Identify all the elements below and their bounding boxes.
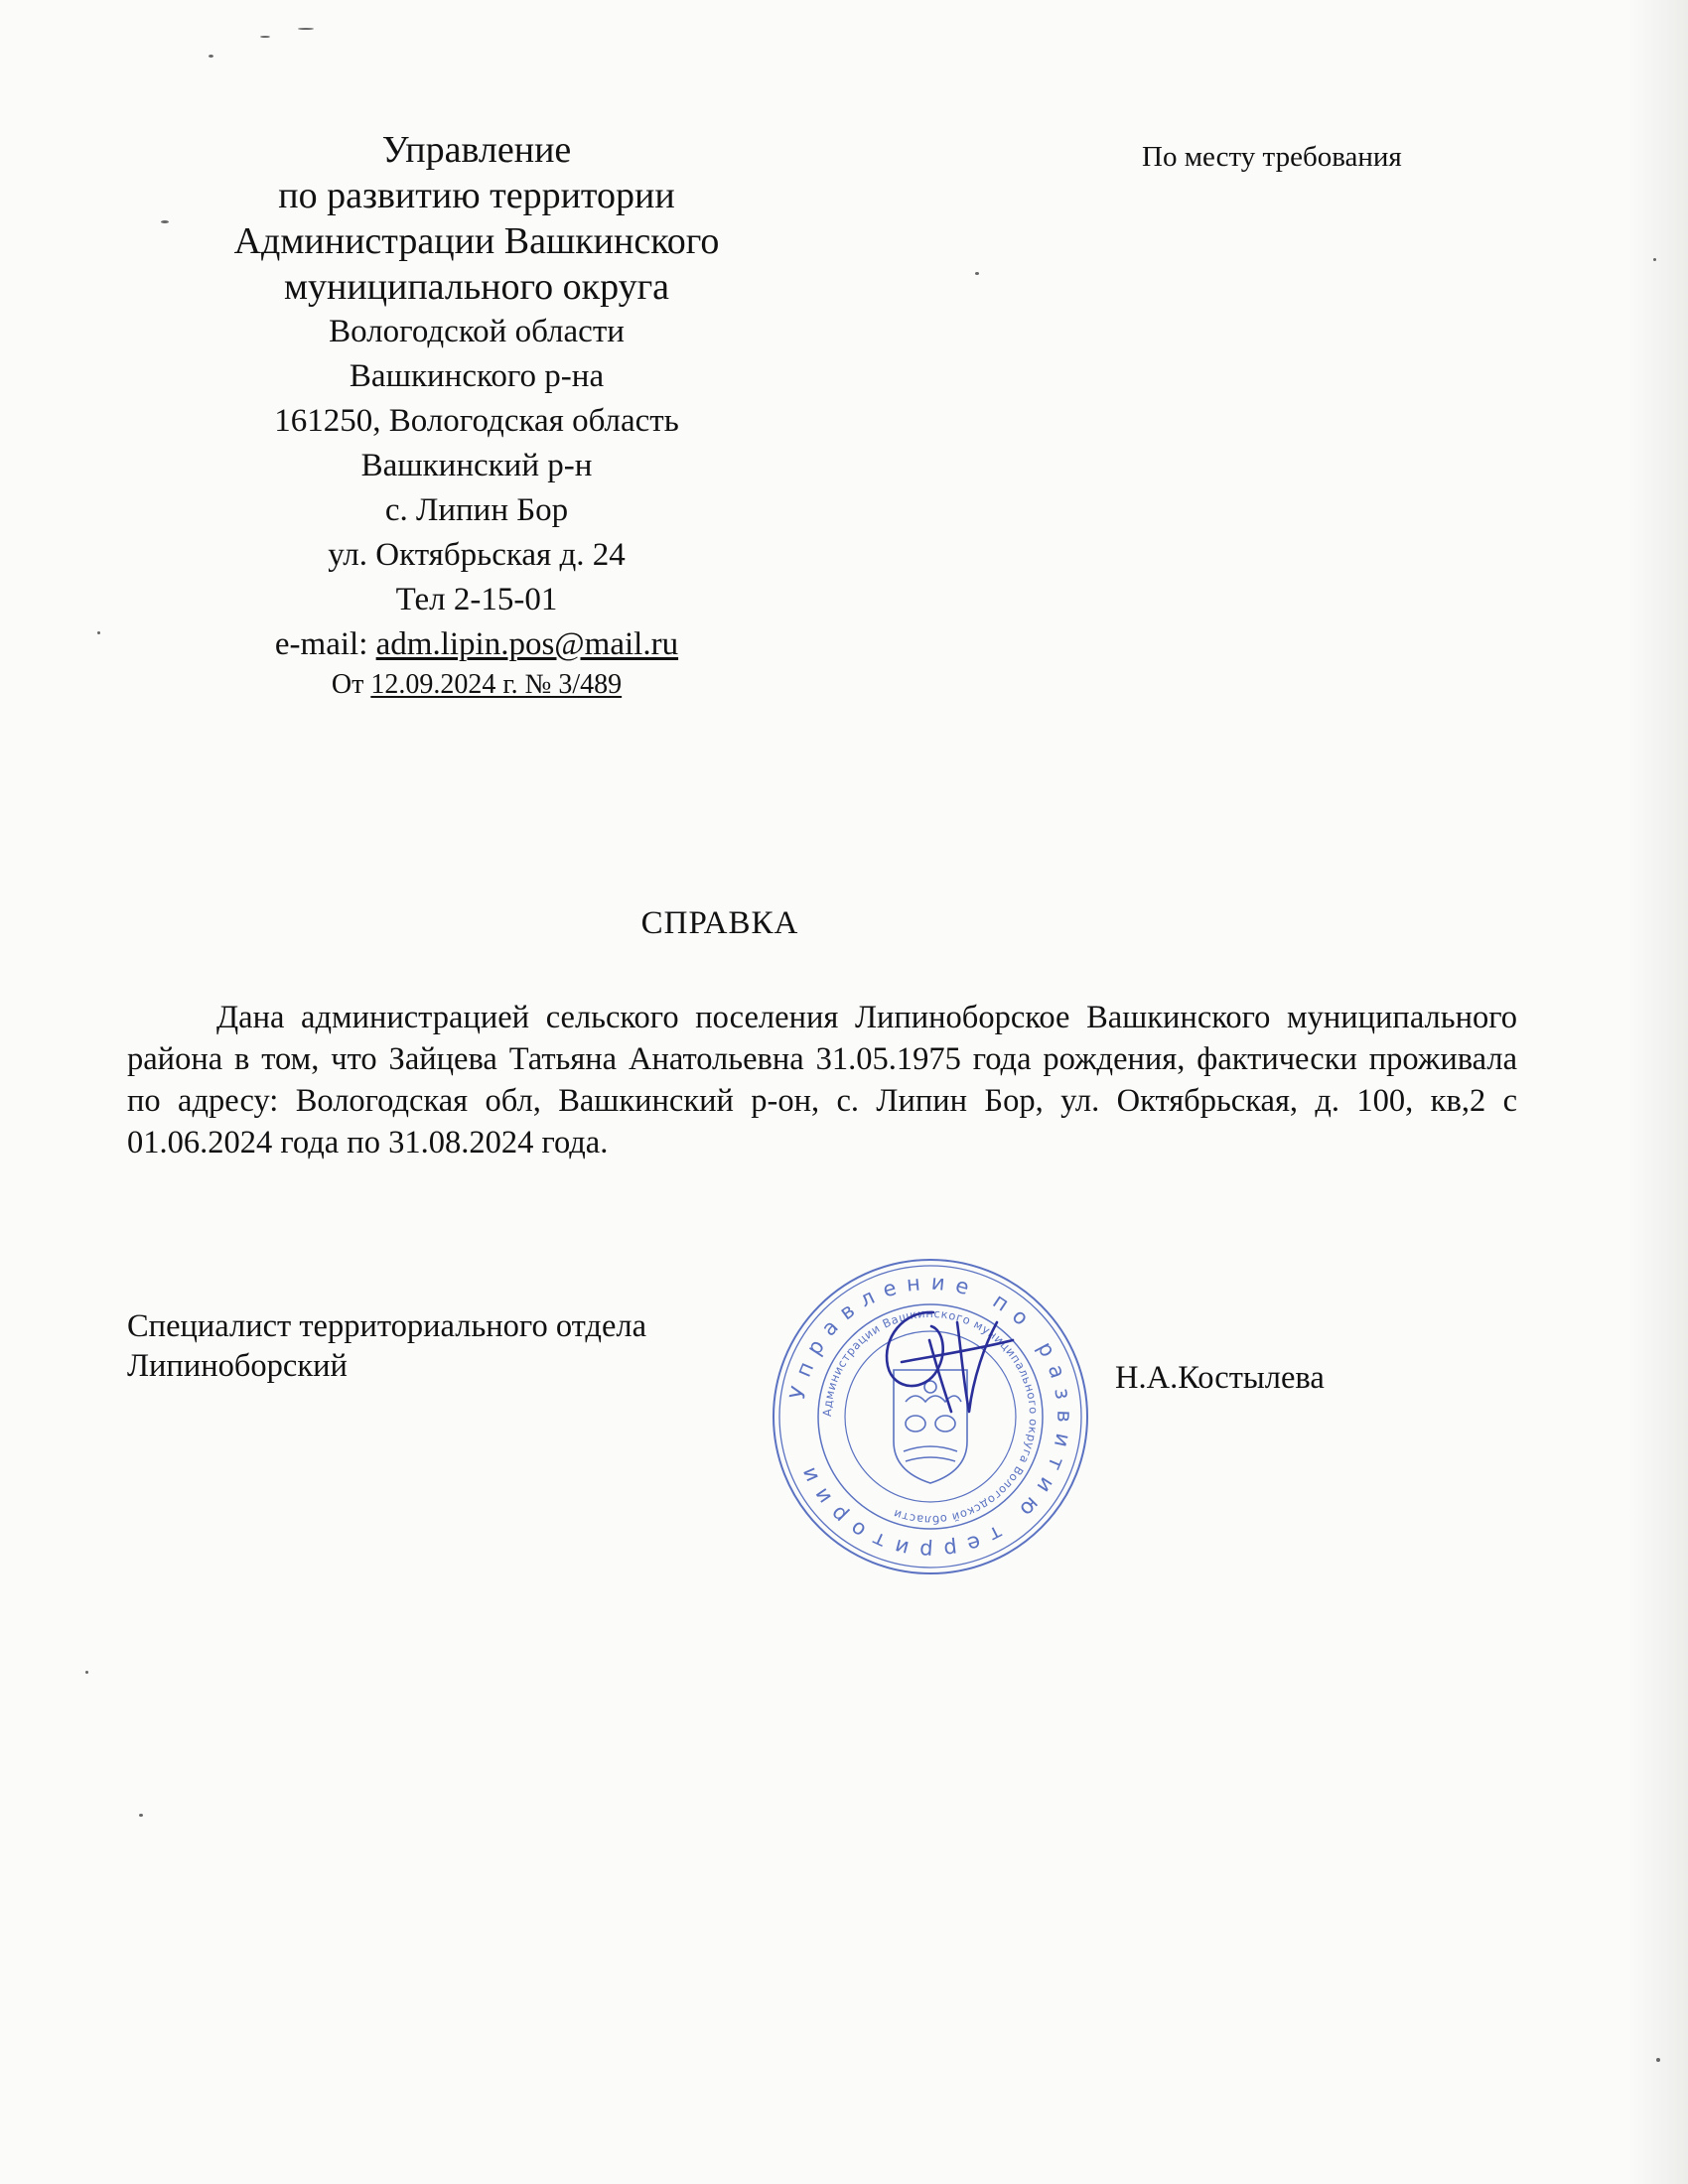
certificate-body: Дана администрацией сельского поселения Липиноборское Вашкинского муниципального района в том, что Зайцева Татьяна Анатольевна 31.05.1975 года рождения, фактически проживала по адресу: Вологодская обл, Вашкинский р-он, с. Липин Бор, ул. Октябрьская, д. 100, кв,2 с 01.06.2024 года по 31.08.2024 года. — [127, 1000, 1517, 1160]
scan-speck — [1656, 2058, 1660, 2062]
scan-speck — [975, 272, 979, 275]
scan-speck — [209, 55, 213, 58]
org-name-line1: Управление — [381, 129, 572, 171]
email-value: adm.lipin.pos@mail.ru — [375, 626, 679, 662]
email-label: e-mail: — [274, 626, 376, 662]
signatory-name: Н.А.Костылева — [1115, 1360, 1325, 1396]
reference-prefix: От — [331, 669, 371, 700]
scan-speck — [298, 28, 314, 30]
signatory-position-line2: Липиноборский — [127, 1348, 348, 1384]
seal-inner-text: Администрации Вашкинского муниципального округа Вологодской области — [819, 1305, 1042, 1528]
scan-speck — [85, 1671, 88, 1674]
signatory-position — [127, 1306, 646, 1386]
district-line: Вашкинского р-на — [349, 358, 605, 394]
addressee: По месту требования — [1142, 141, 1402, 173]
org-name-line4: муниципального округа — [283, 266, 670, 308]
street-line: ул. Октябрьская д. 24 — [328, 537, 626, 573]
reference-number: 12.09.2024 г. № 3/489 — [370, 669, 623, 700]
scan-speck — [97, 631, 100, 634]
scan-shadow — [1628, 0, 1688, 2184]
seal-outer-text: Управление по развитию территории — [784, 1270, 1077, 1564]
sender-header — [149, 127, 804, 703]
org-name-line2: по развитию территории — [278, 175, 675, 216]
scan-speck — [1653, 258, 1656, 261]
signatory-position-line1: Специалист территориального отдела — [127, 1308, 647, 1344]
org-name-line3: Администрации Вашкинского — [233, 220, 720, 262]
handwritten-signature — [874, 1300, 1023, 1430]
scan-speck — [260, 36, 270, 38]
district-short-line: Вашкинский р-н — [360, 448, 593, 483]
scan-speck — [139, 1814, 143, 1817]
postal-address-line: 161250, Вологодская область — [274, 403, 679, 439]
phone-line: Тел 2-15-01 — [395, 582, 558, 617]
reference-line — [149, 667, 804, 703]
email-line — [149, 622, 804, 667]
region-line: Вологодской области — [329, 314, 625, 349]
village-line: с. Липин Бор — [384, 492, 569, 528]
document-title: СПРАВКА — [640, 905, 799, 941]
